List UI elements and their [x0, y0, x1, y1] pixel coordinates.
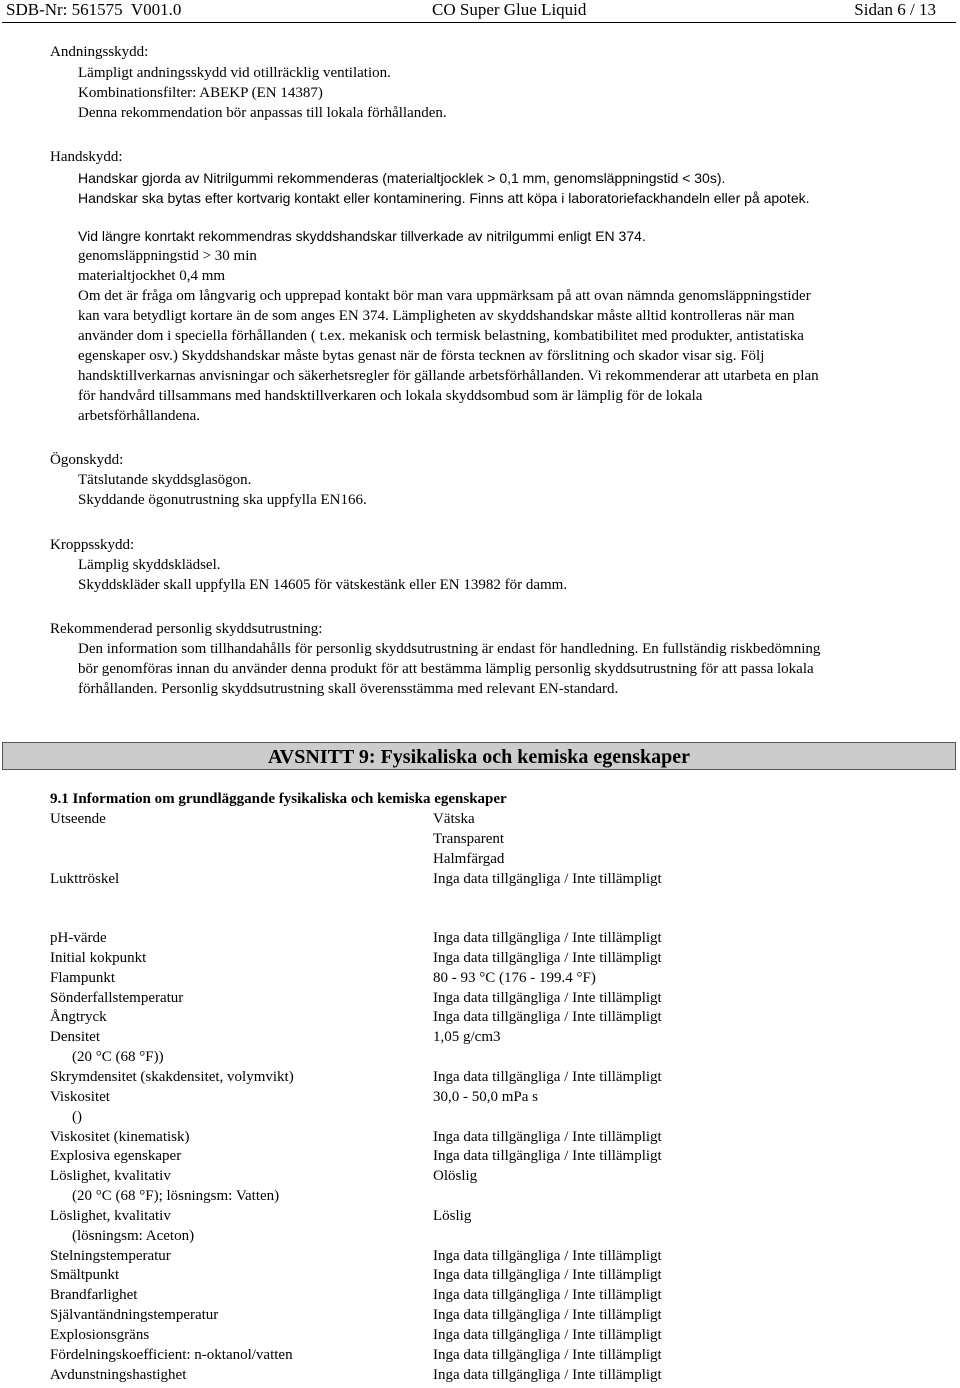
property-value: Inga data tillgängliga / Inte tillämpligt — [433, 950, 662, 966]
property-label: Skrymdensitet (skakdensitet, volymvikt) — [50, 1069, 294, 1085]
property-value: Inga data tillgängliga / Inte tillämpligt — [433, 1129, 662, 1145]
hand-line: materialtjockhet 0,4 mm — [78, 268, 226, 284]
sds-number: SDB-Nr: 561575 V001.0 — [6, 0, 182, 19]
property-value: Inga data tillgängliga / Inte tillämpligt — [433, 1069, 662, 1085]
respiratory-line: Kombinationsfilter: ABEKP (EN 14387) — [78, 85, 323, 101]
ppe-heading: Rekommenderad personlig skyddsutrustning: — [50, 621, 323, 637]
respiratory-heading: Andningsskydd: — [50, 44, 149, 60]
product-name: CO Super Glue Liquid — [432, 0, 587, 19]
property-label: Stelningstemperatur — [50, 1248, 171, 1264]
property-value: Inga data tillgängliga / Inte tillämpligt — [433, 1347, 662, 1363]
hand-heading: Handskydd: — [50, 149, 123, 165]
respiratory-line: Denna rekommendation bör anpassas till lokala förhållanden. — [78, 105, 447, 121]
hand-line: kan vara betydligt kortare än de som anges EN 374. Lämpligheten av skyddshandskar måste alltid kontrolleras när man — [78, 308, 795, 324]
property-label: (20 °C (68 °F); lösningsm: Vatten) — [72, 1188, 280, 1204]
hand-line: genomsläppningstid > 30 min — [78, 248, 257, 264]
eye-heading: Ögonskydd: — [50, 452, 124, 468]
body-protection-line: Skyddskläder skall uppfylla EN 14605 för vätskestänk eller EN 13982 för damm. — [78, 577, 568, 593]
property-value: Olöslig — [433, 1168, 478, 1184]
property-value: Inga data tillgängliga / Inte tillämpligt — [433, 1307, 662, 1323]
subsection-title: 9.1 Information om grundläggande fysikaliska och kemiska egenskaper — [50, 791, 507, 807]
property-value: Inga data tillgängliga / Inte tillämpligt — [433, 1287, 662, 1303]
property-label: Smältpunkt — [50, 1267, 120, 1283]
property-value: Inga data tillgängliga / Inte tillämpligt — [433, 1009, 662, 1025]
property-value: Inga data tillgängliga / Inte tillämpligt — [433, 1327, 662, 1343]
section-title: AVSNITT 9: Fysikaliska och kemiska egenskaper — [267, 746, 691, 768]
page-header — [0, 0, 960, 24]
hand-line: handsktillverkarnas anvisningar och säkerhetsregler för gällande arbetsförhållanden. Vi rekommenderar att utarbeta en plan — [78, 368, 819, 384]
hand-line: Vid längre konrtakt rekommendras skyddshandskar tillverkade av nitrilgummi enligt EN 374. — [78, 228, 646, 244]
property-label: Initial kokpunkt — [50, 950, 147, 966]
hand-line: Handskar ska bytas efter kortvarig kontakt eller kontaminering. Finns att köpa i laboratoriefackhandeln eller på apotek. — [78, 190, 810, 206]
property-value: Halmfärgad — [433, 851, 505, 867]
property-label: Explosiva egenskaper — [50, 1148, 182, 1164]
property-value: 30,0 - 50,0 mPa s — [433, 1089, 538, 1105]
property-label: Viskositet (kinematisk) — [50, 1129, 190, 1145]
property-label: Fördelningskoefficient: n-oktanol/vatten — [50, 1347, 293, 1363]
property-label: Densitet — [50, 1029, 100, 1045]
body-protection-heading: Kroppsskydd: — [50, 537, 135, 553]
property-label: Explosionsgräns — [50, 1327, 150, 1343]
property-label: pH-värde — [50, 930, 107, 946]
header-rule — [2, 22, 956, 23]
property-label: () — [72, 1109, 82, 1125]
ppe-line: Den information som tillhandahålls för personlig skyddsutrustning är endast för handledning. En fullständig riskbedömning — [78, 641, 821, 657]
property-value: 80 - 93 °C (176 - 199.4 °F) — [433, 970, 596, 986]
property-value: Löslig — [433, 1208, 472, 1224]
property-value: Inga data tillgängliga / Inte tillämpligt — [433, 1267, 662, 1283]
body-protection-line: Lämplig skyddsklädsel. — [78, 557, 221, 573]
property-value: Inga data tillgängliga / Inte tillämpligt — [433, 871, 662, 887]
ppe-line: förhållanden. Personlig skyddsutrustning skall överensstämma med relevant EN-standard. — [78, 681, 619, 697]
property-label: Löslighet, kvalitativ — [50, 1208, 171, 1224]
property-value: Inga data tillgängliga / Inte tillämpligt — [433, 990, 662, 1006]
property-label: Löslighet, kvalitativ — [50, 1168, 171, 1184]
property-label: Avdunstningshastighet — [50, 1367, 187, 1383]
property-label: Lukttröskel — [50, 871, 120, 887]
property-label: Utseende — [50, 811, 106, 827]
property-value: Inga data tillgängliga / Inte tillämpligt — [433, 1248, 662, 1264]
respiratory-line: Lämpligt andningsskydd vid otillräcklig ventilation. — [78, 65, 391, 81]
property-value: Inga data tillgängliga / Inte tillämpligt — [433, 930, 662, 946]
property-label: Flampunkt — [50, 970, 116, 986]
property-value: Vätska — [433, 811, 475, 827]
section-banner — [2, 742, 956, 770]
property-label: Självantändningstemperatur — [50, 1307, 219, 1323]
page-number: Sidan 6 / 13 — [854, 0, 936, 19]
hand-line: arbetsförhållandena. — [78, 408, 201, 424]
property-label: Viskositet — [50, 1089, 110, 1105]
property-value: 1,05 g/cm3 — [433, 1029, 501, 1045]
version: V001.0 — [130, 0, 182, 19]
eye-line: Tätslutande skyddsglasögon. — [78, 472, 252, 488]
property-label: Sönderfallstemperatur — [50, 990, 184, 1006]
property-value: Transparent — [433, 831, 505, 847]
hand-line: egenskaper osv.) Skyddshandskar måste bytas genast när de första tecknen av förslitning och skador visar sig. Följ — [78, 348, 765, 364]
hand-line: för handvård tillsammans med handsktillverkaren och lokala skyddsombud som är lämplig för de lokala — [78, 388, 703, 404]
property-value: Inga data tillgängliga / Inte tillämpligt — [433, 1148, 662, 1164]
property-label: (20 °C (68 °F)) — [72, 1049, 164, 1065]
property-value: Inga data tillgängliga / Inte tillämpligt — [433, 1367, 662, 1383]
hand-line: Om det är fråga om långvarig och upprepad kontakt bör man vara uppmärksam på att ovan nämnda genomsläppningstider — [78, 288, 811, 304]
hand-line: Handskar gjorda av Nitrilgummi rekommenderas (materialtjocklek > 0,1 mm, genomsläppningstid < 30s). — [78, 170, 726, 186]
property-label: Ångtryck — [50, 1009, 107, 1025]
eye-line: Skyddande ögonutrustning ska uppfylla EN166. — [78, 492, 367, 508]
property-label: Brandfarlighet — [50, 1287, 138, 1303]
hand-line: använder dom i speciella förhållanden ( t.ex. mekanisk och termisk belastning, kombatibilitet med produkter, antistatiska — [78, 328, 804, 344]
ppe-line: bör genomföras innan du använder denna produkt för att bestämma lämplig personlig skyddsutrustning för att passa lokala — [78, 661, 814, 677]
property-label: (lösningsm: Aceton) — [72, 1228, 195, 1244]
